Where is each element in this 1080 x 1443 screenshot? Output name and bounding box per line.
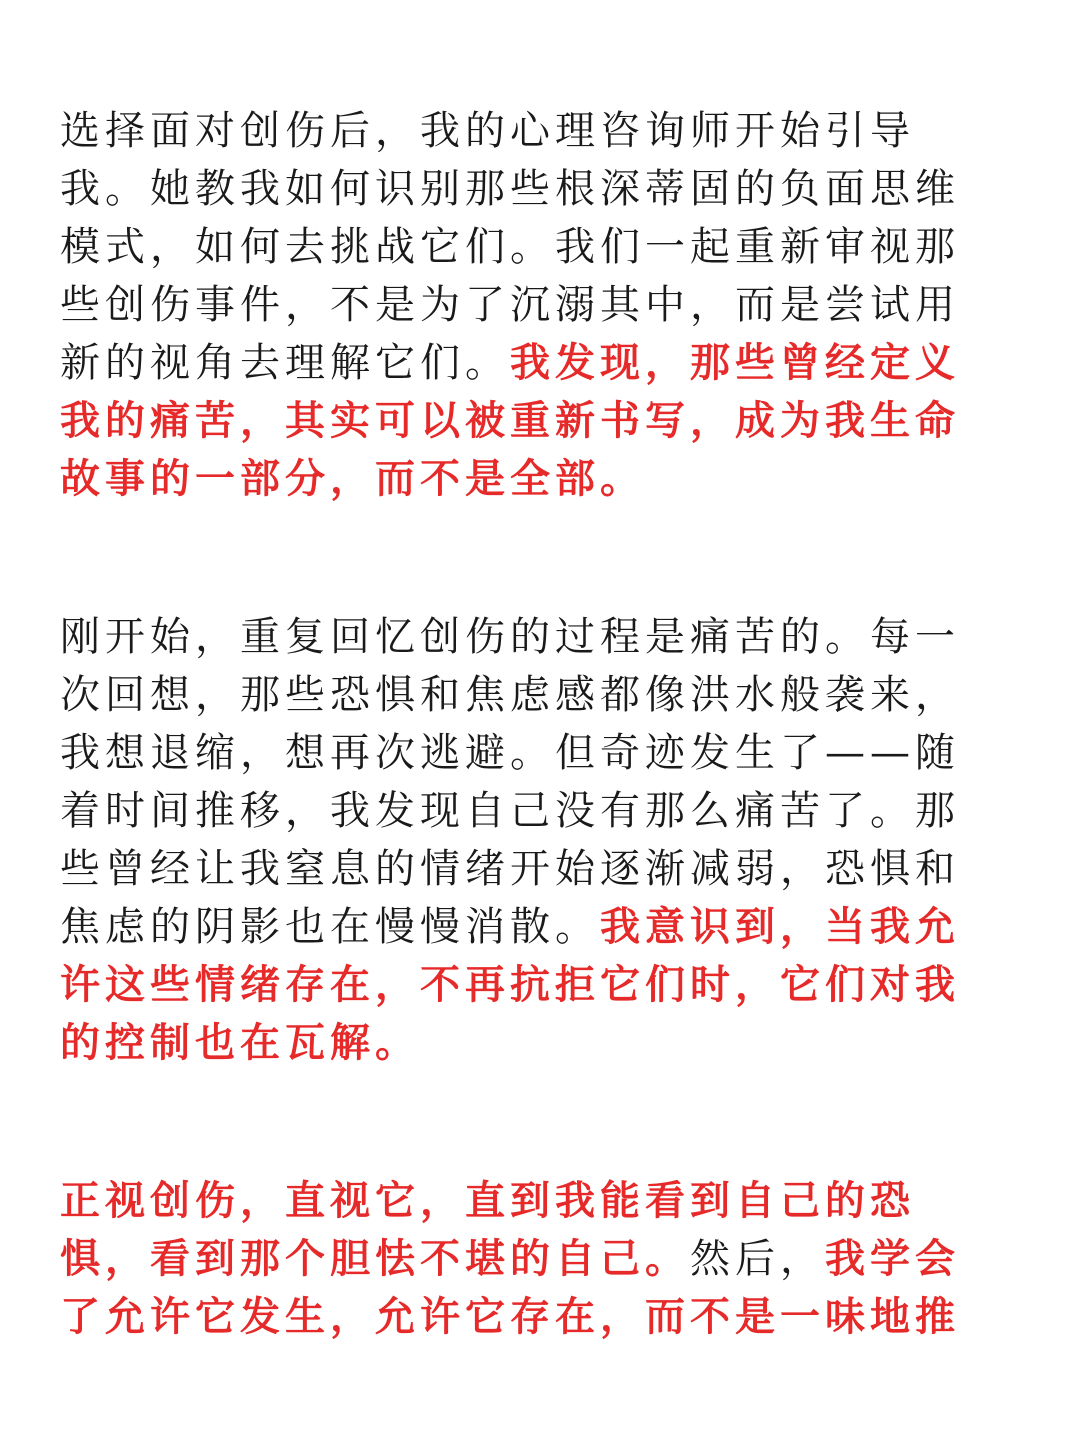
text-line xyxy=(60,1230,990,1288)
paragraph-1 xyxy=(60,102,990,508)
text-line xyxy=(60,1014,990,1072)
text-line xyxy=(60,334,990,392)
text-line xyxy=(60,666,990,724)
text-line xyxy=(60,782,990,840)
text-line xyxy=(60,160,990,218)
text-line xyxy=(60,392,990,450)
highlight-run: 许这些情绪存在，不再抗拒它们时，它们对我 xyxy=(60,961,960,1008)
text-line xyxy=(60,1172,990,1230)
text-line xyxy=(60,276,990,334)
text-run: 我。她教我如何识别那些根深蒂固的负面思维 xyxy=(60,166,960,212)
highlight-run: 正视创伤，直视它，直到我能看到自己的恐 xyxy=(60,1177,915,1224)
text-line xyxy=(60,450,990,508)
article-body xyxy=(60,102,990,1346)
text-run: 模式，如何去挑战它们。我们一起重新审视那 xyxy=(60,224,960,270)
paragraph-2 xyxy=(60,608,990,1072)
highlight-run: 我意识到，当我允 xyxy=(600,903,960,950)
text-run: 焦虑的阴影也在慢慢消散。 xyxy=(60,904,600,950)
highlight-run: 故事的一部分，而不是全部。 xyxy=(60,455,645,502)
text-run: 然后， xyxy=(690,1236,825,1282)
text-line xyxy=(60,724,990,782)
text-run: 次回想，那些恐惧和焦虑感都像洪水般袭来， xyxy=(60,672,960,718)
highlight-run: 我的痛苦，其实可以被重新书写，成为我生命 xyxy=(60,397,960,444)
highlight-run: 的控制也在瓦解。 xyxy=(60,1019,420,1066)
paragraph-gap xyxy=(60,508,990,608)
highlight-run: 惧，看到那个胆怯不堪的自己。 xyxy=(60,1235,690,1282)
highlight-run: 我发现，那些曾经定义 xyxy=(510,339,960,386)
text-line xyxy=(60,218,990,276)
text-run: 我想退缩，想再次逃避。但奇迹发生了——随 xyxy=(60,730,960,776)
text-line xyxy=(60,956,990,1014)
highlight-run: 了允许它发生，允许它存在，而不是一味地推 xyxy=(60,1293,960,1340)
text-line xyxy=(60,608,990,666)
text-run: 着时间推移，我发现自己没有那么痛苦了。那 xyxy=(60,788,960,834)
text-line xyxy=(60,1288,990,1346)
text-run: 刚开始，重复回忆创伤的过程是痛苦的。每一 xyxy=(60,614,960,660)
text-line xyxy=(60,898,990,956)
paragraph-3 xyxy=(60,1172,990,1346)
text-line xyxy=(60,840,990,898)
highlight-run: 我学会 xyxy=(825,1235,960,1282)
text-run: 选择面对创伤后，我的心理咨询师开始引导 xyxy=(60,108,915,154)
text-run: 些曾经让我窒息的情绪开始逐渐减弱，恐惧和 xyxy=(60,846,960,892)
text-run: 些创伤事件，不是为了沉溺其中，而是尝试用 xyxy=(60,282,960,328)
text-run: 新的视角去理解它们。 xyxy=(60,340,510,386)
text-line xyxy=(60,102,990,160)
paragraph-gap xyxy=(60,1072,990,1172)
